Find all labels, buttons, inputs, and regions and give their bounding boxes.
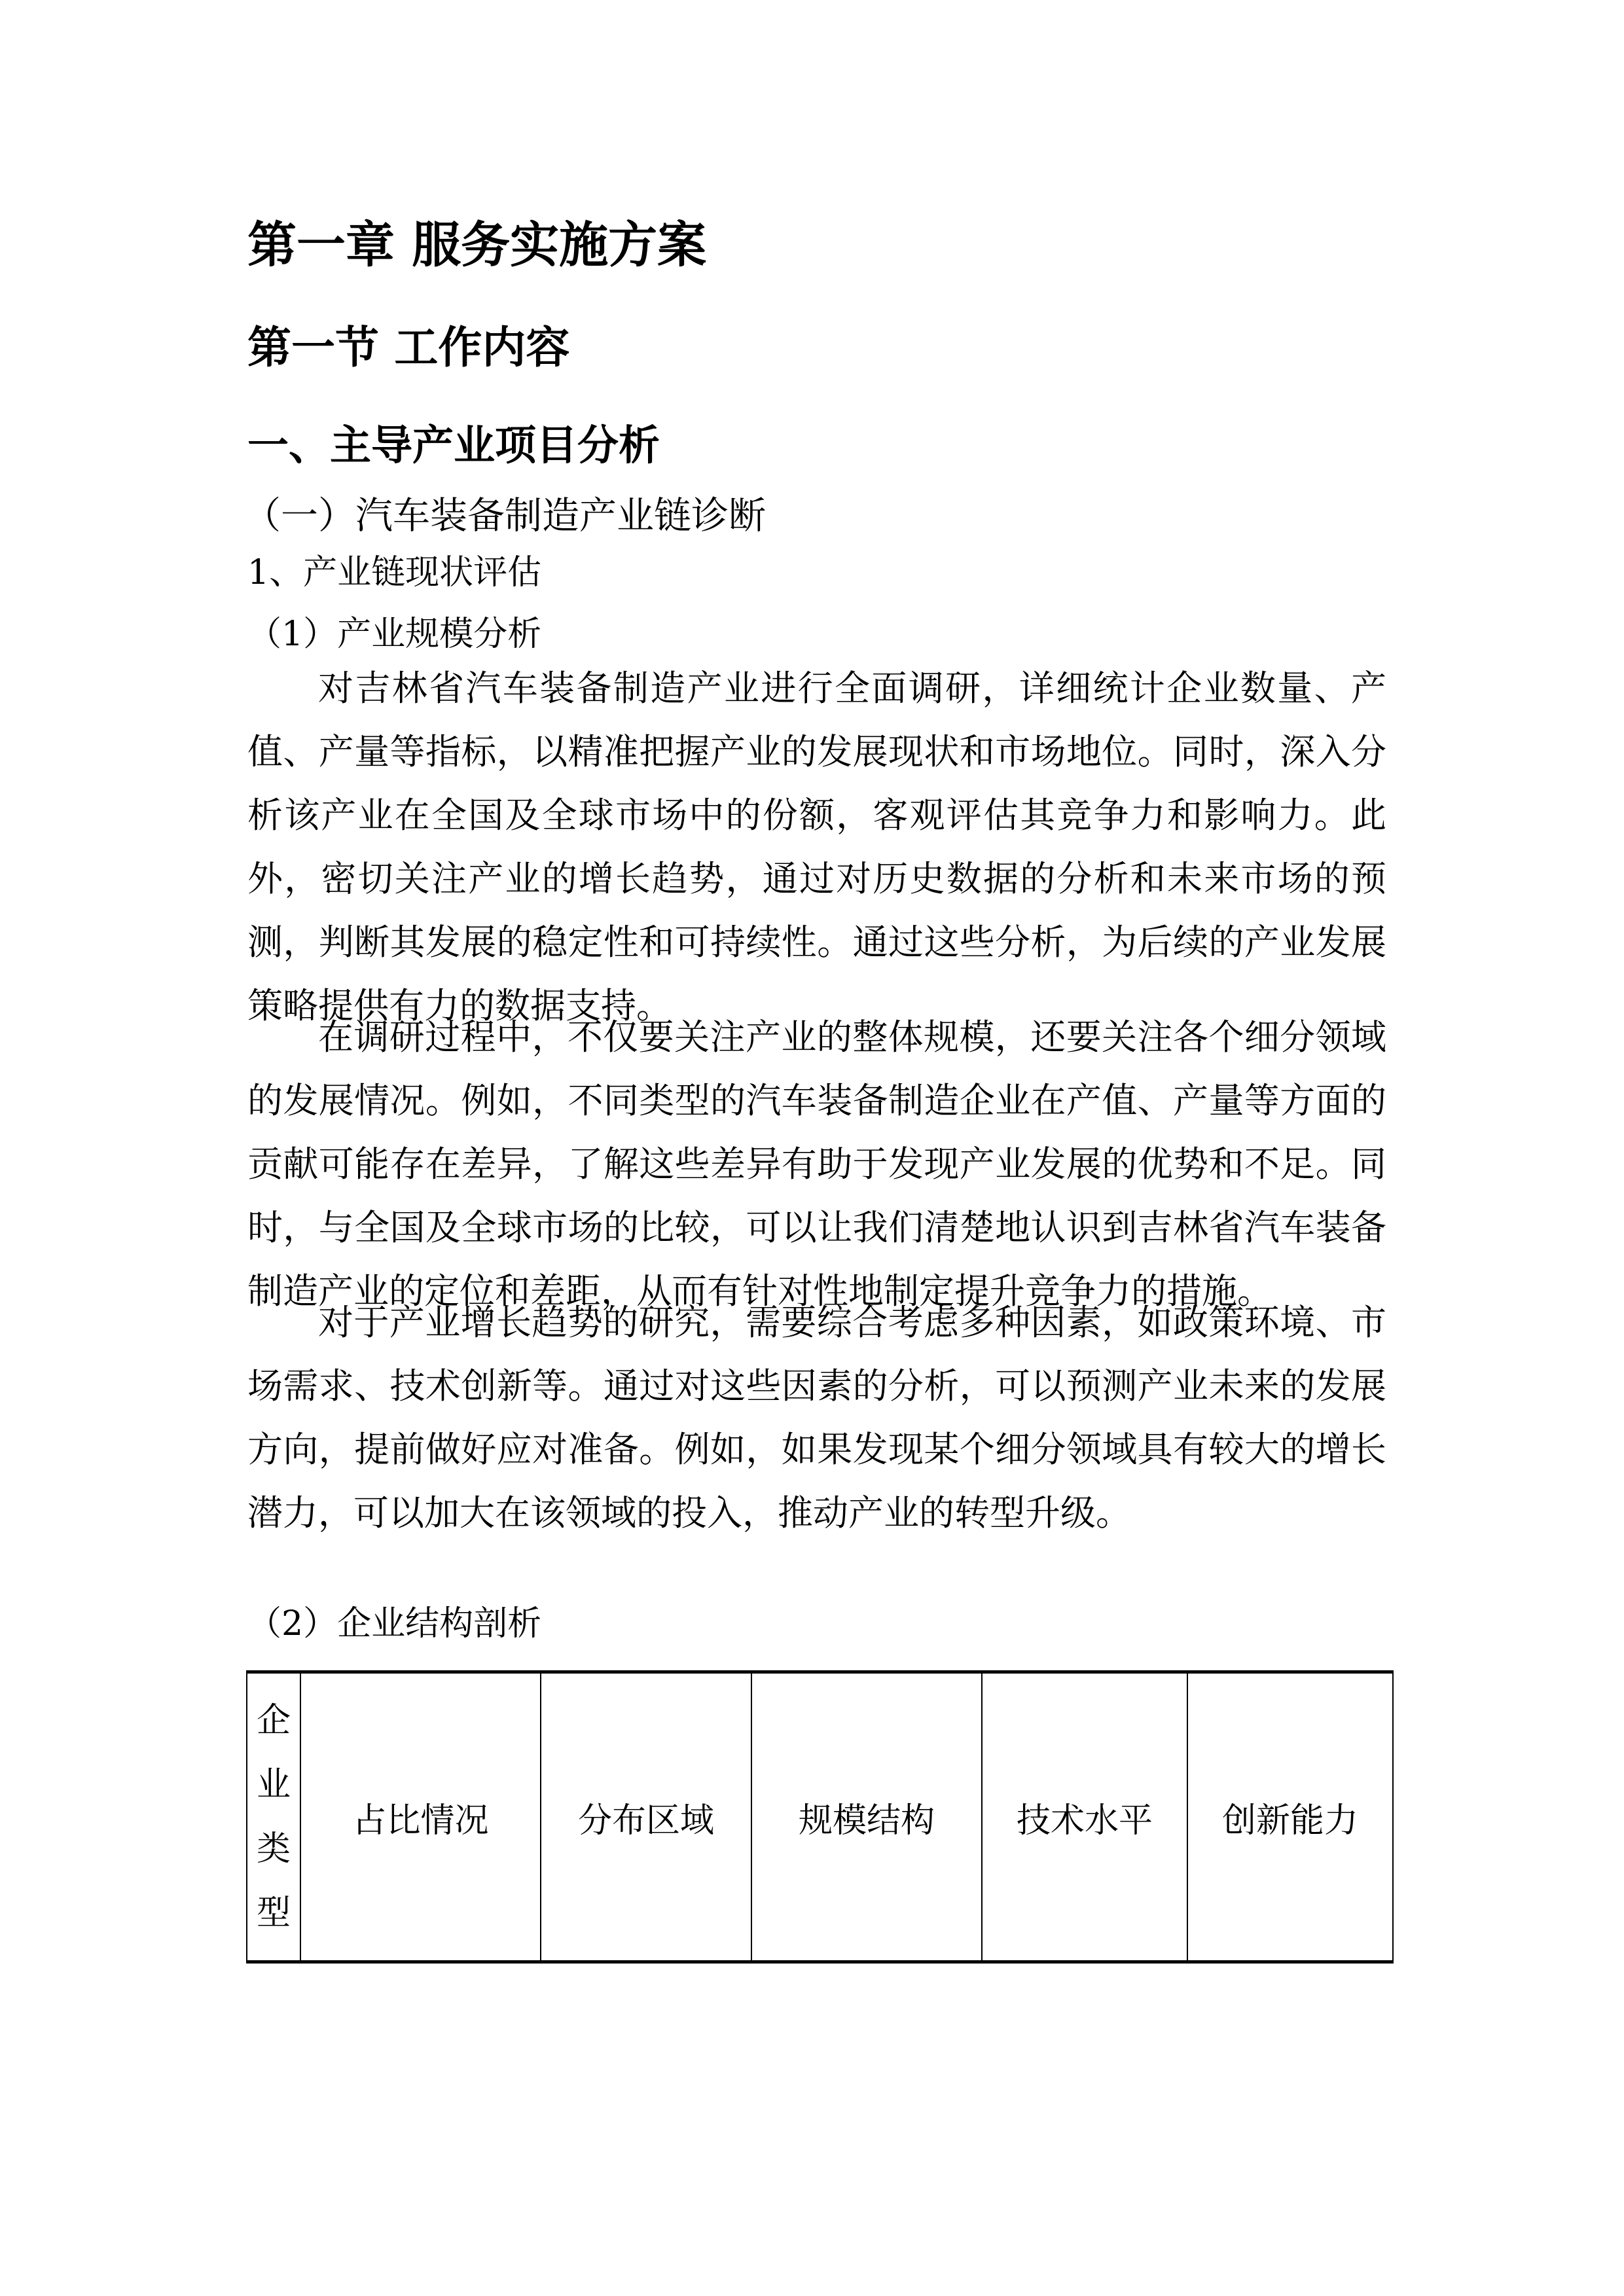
table-header-row <box>247 1672 1393 1962</box>
paragraph: 对于产业增长趋势的研究，需要综合考虑多种因素，如政策环境、市场需求、技术创新等。通过对这些因素的分析，可以预测产业未来的发展方向，提前做好应对准备。例如，如果发现某个细分领域具有较大的增长潜力，可以加大在该领域的投入，推动产业的转型升级。 <box>247 1302 1386 1534</box>
heading-enterprise-structure: （2）企业结构剖析 <box>247 1604 542 1643</box>
enterprise-structure-table <box>246 1670 1394 1964</box>
chapter-title: 第一章 服务实施方案 <box>247 216 707 274</box>
header-cell: 创新能力 <box>1187 1672 1393 1962</box>
paragraph: 对吉林省汽车装备制造产业进行全面调研，详细统计企业数量、产值、产量等指标，以精准把握产业的发展现状和市场地位。同时，深入分析该产业在全国及全球市场中的份额，客观评估其竞争力和影响力。此外，密切关注产业的增长趋势，通过对历史数据的分析和未来市场的预测，判断其发展的稳定性和可持续性。通过这些分析，为后续的产业发展策略提供有力的数据支持。 <box>247 668 1386 1026</box>
header-cell: 企业类型 <box>247 1672 300 1962</box>
heading-auto-equipment-diagnosis: （一）汽车装备制造产业链诊断 <box>244 494 766 537</box>
heading-industry-scale: （1）产业规模分析 <box>247 615 542 654</box>
header-cell: 占比情况 <box>300 1672 541 1962</box>
paragraph: 在调研过程中，不仅要关注产业的整体规模，还要关注各个细分领域的发展情况。例如，不同类型的汽车装备制造企业在产值、产量等方面的贡献可能存在差异，了解这些差异有助于发现产业发展的优势和不足。同时，与全国及全球市场的比较，可以让我们清楚地认识到吉林省汽车装备制造产业的定位和差距，从而有针对性地制定提升竞争力的措施。 <box>247 1016 1386 1312</box>
heading-main-industry-analysis: 一、主导产业项目分析 <box>247 421 660 469</box>
header-cell: 技术水平 <box>982 1672 1187 1962</box>
heading-chain-status: 1、产业链现状评估 <box>247 553 542 592</box>
header-cell: 规模结构 <box>751 1672 982 1962</box>
section-title: 第一节 工作内容 <box>247 321 570 373</box>
header-cell: 分布区域 <box>541 1672 751 1962</box>
